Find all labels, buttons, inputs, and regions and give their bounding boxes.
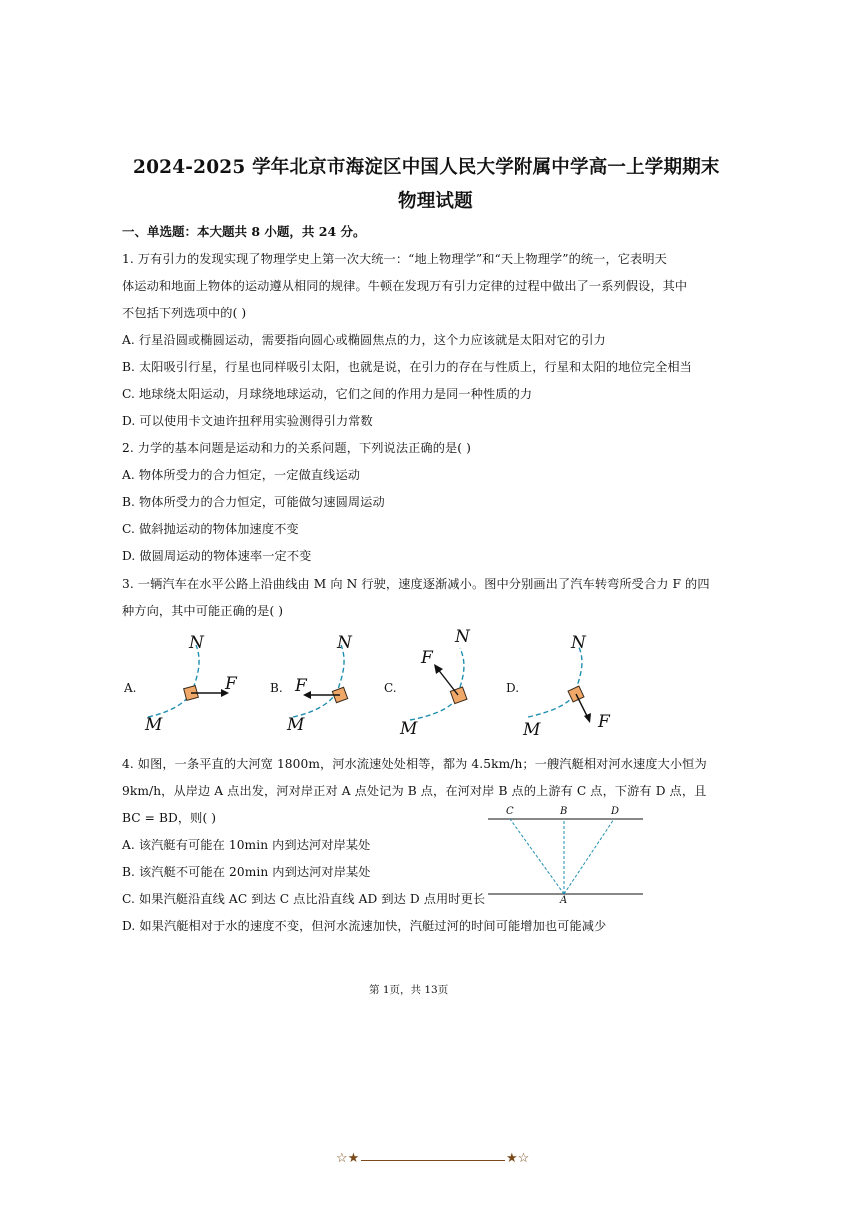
q1-option-a: A. 行星沿圆或椭圆运动，需要指向圆心或椭圆焦点的力，这个力应该就是太阳对它的引力 [122, 333, 606, 347]
q3-figure-c-n: N [455, 627, 470, 647]
q4-figure-d: D [611, 806, 620, 817]
q1-stem-line-1: 1. 万有引力的发现实现了物理学史上第一次大统一：“地上物理学”和“天上物理学”的统一，它表明天 [122, 252, 667, 266]
q4-option-d: D. 如果汽艇相对于水的速度不变，但河水流速加快，汽艇过河的时间可能增加也可能减少 [122, 919, 607, 933]
q4-option-a: A. 该汽艇有可能在 10min 内到达河对岸某处 [122, 838, 371, 852]
q3-figure-a-f: F [225, 674, 237, 694]
q1-stem-line-2: 体运动和地面上物体的运动遵从相同的规律。牛顿在发现万有引力定律的过程中做出了一系列假设，其中 [122, 279, 688, 293]
q3-figure-d-f: F [598, 712, 610, 732]
q3-figure-a-n: N [189, 633, 204, 653]
q3-figure-d-m: M [523, 720, 541, 740]
q4-figure-c: C [506, 806, 514, 817]
q3-figure-b-f: F [295, 676, 307, 696]
q4-figure-b: B [560, 806, 568, 817]
q2-option-c: C. 做斜抛运动的物体加速度不变 [122, 522, 299, 536]
q3-figure-c-label: C. [384, 681, 397, 695]
q3-figure-d-n: N [571, 633, 586, 653]
q2-option-a: A. 物体所受力的合力恒定，一定做直线运动 [122, 468, 361, 482]
q2-option-b: B. 物体所受力的合力恒定，可能做匀速圆周运动 [122, 495, 385, 509]
q3-stem-line-1: 3. 一辆汽车在水平公路上沿曲线由 M 向 N 行驶，速度逐渐减小。图中分别画出了汽车转弯所受合力 F 的四 [122, 577, 710, 591]
q3-figure-b-m: M [287, 715, 305, 735]
q1-option-b: B. 太阳吸引行星，行星也同样吸引太阳，也就是说，在引力的存在与性质上，行星和太阳的地位完全相当 [122, 360, 692, 374]
q1-stem-line-3: 不包括下列选项中的( ) [122, 306, 247, 320]
page-subtitle: 物理试题 [398, 191, 473, 212]
footer-stars-right: ★☆ [506, 1151, 530, 1166]
q1-option-c: C. 地球绕太阳运动，月球绕地球运动，它们之间的作用力是同一种性质的力 [122, 387, 533, 401]
page-number: 第 1页，共 13页 [369, 984, 449, 996]
q4-stem-line-1: 4. 如图，一条平直的大河宽 1800m，河水流速处处相等，都为 4.5km/h；一艘汽艇相对河水速度大小恒为 [122, 757, 707, 771]
q3-stem-line-2: 种方向，其中可能正确的是( ) [122, 604, 284, 618]
q4-stem-line-3: BC = BD，则( ) [122, 811, 217, 825]
section-heading: 一、单选题：本大题共 8 小题，共 24 分。 [122, 224, 366, 239]
footer-stars-left: ☆★ [336, 1151, 360, 1166]
q2-option-d: D. 做圆周运动的物体速率一定不变 [122, 549, 312, 563]
q3-figure-c-m: M [400, 719, 418, 739]
q4-river-figure [488, 815, 648, 910]
q3-figure-b-label: B. [270, 681, 283, 695]
q4-option-c: C. 如果汽艇沿直线 AC 到达 C 点比沿直线 AD 到达 D 点用时更长 [122, 892, 486, 906]
q2-stem: 2. 力学的基本问题是运动和力的关系问题，下列说法正确的是( ) [122, 441, 471, 455]
q3-figure-a-m: M [145, 715, 163, 735]
page-title: 2024-2025 学年北京市海淀区中国人民大学附属中学高一上学期期末 [133, 157, 720, 178]
q4-stem-line-2: 9km/h，从岸边 A 点出发，河对岸正对 A 点处记为 B 点，在河对岸 B 点的上游有 C 点，下游有 D 点，且 [122, 784, 707, 798]
q3-figure-c-f: F [421, 648, 433, 668]
q4-option-b: B. 该汽艇不可能在 20min 内到达河对岸某处 [122, 865, 371, 879]
q3-figure-d-label: D. [506, 681, 520, 695]
q3-figure-a-label: A. [124, 681, 137, 695]
q3-figure-b-n: N [337, 633, 352, 653]
footer-rule [361, 1160, 505, 1161]
q1-option-d: D. 可以使用卡文迪许扭秤用实验测得引力常数 [122, 414, 373, 428]
q4-figure-a: A [560, 895, 568, 906]
